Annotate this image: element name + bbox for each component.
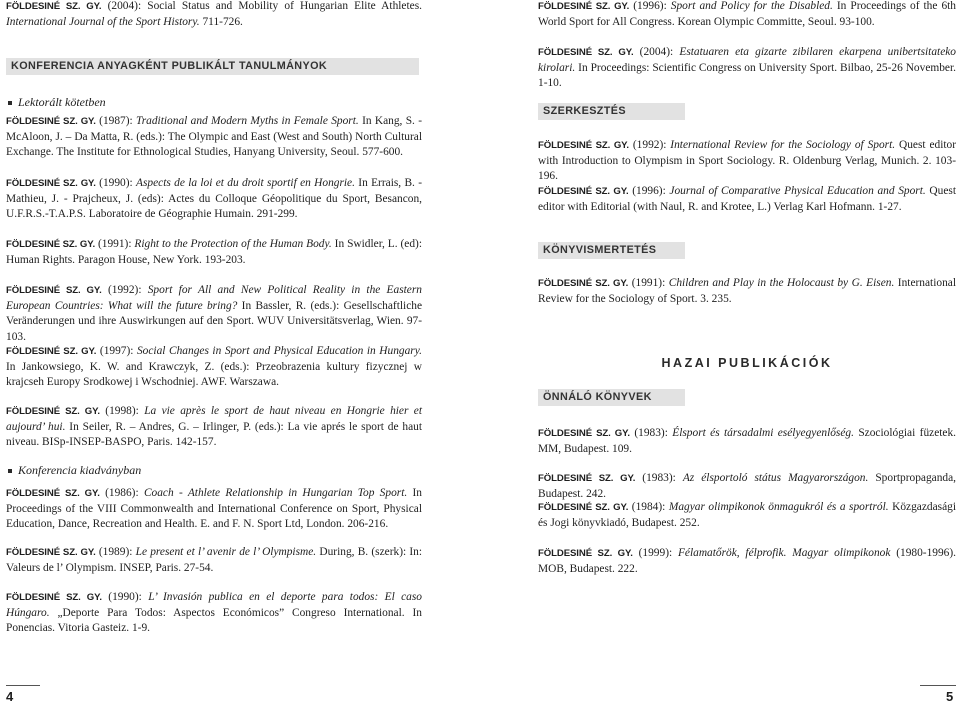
citation-rest: In Swidler, L. (ed): Human Rights. Paragon House, New York. 193-203. bbox=[6, 238, 423, 266]
citation-title: Magyar olimpikonok önmagukról és a sportról. bbox=[668, 501, 889, 513]
citation-title: Élsport és társadalmi esélyegyenlőség. bbox=[672, 427, 854, 439]
citation-rest: In Errais, B. - Mathieu, J. - Prajcheux, J. (eds): Actes du Colloque Géopolitique du Sport, Besancon, U.F.R.S.-T.A.P.S. Laboratoire de Géographie Humain. 291-299. bbox=[6, 177, 423, 220]
citation-prefix: (2004): bbox=[633, 46, 680, 58]
citation-rest: Sportpropaganda, Budapest. 242. bbox=[538, 472, 957, 500]
citation-title: Sport for All and New Political Reality in the Eastern European Countries: What will the future bring? bbox=[6, 284, 422, 312]
citation-entry bbox=[538, 276, 956, 307]
citation-prefix: (1999): bbox=[632, 547, 678, 559]
citation-author: FÖLDESINÉ SZ. GY. bbox=[6, 346, 97, 357]
citation-entry bbox=[538, 45, 956, 92]
citation-author: FÖLDESINÉ SZ. GY. bbox=[6, 239, 96, 250]
citation-title: Félamatőrök, félprofik. Magyar olimpikonok bbox=[677, 547, 891, 559]
citation-author: FÖLDESINÉ SZ. GY. bbox=[538, 278, 629, 289]
citation-author: FÖLDESINÉ SZ. GY. bbox=[6, 488, 100, 499]
citation-rest: In Bassler, R. (eds.): Gesellschaftliche Veränderungen und ihre Auswirkungen auf den Sport. WUV Universitätsverlag, Wien. 97-103. bbox=[6, 299, 422, 343]
citation-rest: (1980-1996). MOB, Budapest. 222. bbox=[538, 547, 957, 575]
citation-rest: 711-726. bbox=[199, 15, 243, 28]
citation-rest: In Kang, S. - McAloon, J. – Da Matta, R. (eds.): The Olympic and East (West and South) North Cultural Exchange. The Institute for Ethnological Studies, Hanyang University, Seoul. 577-600. bbox=[6, 115, 422, 158]
section-heading-domestic-publications: HAZAI PUBLIKÁCIÓK bbox=[661, 356, 833, 370]
citation-rest: Quest editor with Introduction to Olympism in Sport Sociology. R. Oldenburg Verlag, Munich. 2. 103-196. bbox=[538, 139, 957, 182]
citation-prefix: (1991): bbox=[95, 238, 135, 250]
citation-prefix: (1986): bbox=[99, 487, 144, 499]
citation-author: FÖLDESINÉ SZ. GY. bbox=[538, 1, 630, 12]
citation-title: Journal of Comparative Physical Education and Sport. bbox=[669, 185, 926, 197]
citation-prefix: (1990): bbox=[95, 177, 137, 189]
citation-prefix: (1983): bbox=[635, 472, 683, 484]
citation-title: Sport and Policy for the Disabled. bbox=[670, 0, 833, 12]
citation-entry bbox=[6, 176, 422, 223]
citation-title: Az élsportoló státus Magyarországon. bbox=[682, 472, 869, 484]
citation-entry bbox=[538, 0, 956, 30]
citation-prefix: (1992): bbox=[629, 139, 671, 151]
subsection-heading-reviewed bbox=[6, 95, 106, 110]
citation-rest: Quest editor with Editorial (with Naul, R. and Krotee, L.) Verlag Karl Hofmann. 1-27. bbox=[538, 185, 956, 213]
citation-rest: In Proceedings of the VIII Commonwealth and International Conference on Sport, Physical Education, Dance, Recreation and Health. E. and F. N. Sport Ltd, London. 206-216. bbox=[6, 487, 422, 530]
section-header-editing: SZERKESZTÉS bbox=[538, 103, 685, 120]
citation-title: International Journal of the Sport History. bbox=[6, 15, 200, 28]
citation-author: FÖLDESINÉ SZ. GY. bbox=[6, 1, 102, 12]
citation-title: Le present et l’ avenir de l’ Olympisme. bbox=[135, 546, 317, 558]
citation-entry bbox=[6, 114, 422, 161]
citation-prefix: (1998): bbox=[99, 405, 145, 417]
citation-prefix: (1987): bbox=[95, 115, 137, 127]
citation-prefix: (1983): bbox=[629, 427, 673, 439]
citation-rest: Szociológiai füzetek. MM, Budapest. 109. bbox=[538, 427, 957, 455]
citation-entry bbox=[538, 138, 956, 185]
page-number-rule bbox=[920, 685, 956, 686]
citation-prefix: (2004): Social Status and Mobility of Hungarian Elite Athletes. bbox=[101, 0, 422, 12]
citation-entry bbox=[6, 0, 422, 30]
citation-entry bbox=[6, 545, 422, 576]
citation-entry bbox=[538, 426, 956, 457]
citation-entry bbox=[6, 590, 422, 637]
citation-author: FÖLDESINÉ SZ. GY. bbox=[538, 502, 629, 513]
citation-entry bbox=[6, 283, 422, 345]
citation-entry bbox=[6, 237, 422, 268]
citation-prefix: (1990): bbox=[101, 591, 149, 603]
citation-entry bbox=[538, 471, 956, 502]
citation-title: International Review for the Sociology of Sport. bbox=[670, 139, 896, 151]
citation-author: FÖLDESINÉ SZ. GY. bbox=[538, 473, 636, 484]
citation-prefix: (1984): bbox=[628, 501, 669, 513]
page-number-left: 4 bbox=[6, 689, 14, 704]
section-header-book-reviews: KÖNYVISMERTETÉS bbox=[538, 242, 685, 259]
citation-entry bbox=[538, 184, 956, 215]
citation-title: Social Changes in Sport and Physical Education in Hungary. bbox=[136, 345, 422, 357]
square-bullet-icon bbox=[8, 469, 12, 473]
citation-title: Estatuaren eta gizarte zibilaren ekarpena unibertsitateko kirolari. bbox=[538, 46, 957, 74]
citation-title: Coach - Athlete Relationship in Hungarian Top Sport. bbox=[143, 487, 408, 499]
subsection-label: Lektorált kötetben bbox=[18, 95, 106, 109]
citation-rest: During, B. (szerk): In: Valeurs de l’ Olympism. INSEP, Paris. 27-54. bbox=[6, 546, 423, 574]
citation-prefix: (1992): bbox=[101, 284, 148, 296]
citation-author: FÖLDESINÉ SZ. GY. bbox=[538, 47, 634, 58]
section-header-conference: KONFERENCIA ANYAGKÉNT PUBLIKÁLT TANULMÁNYOK bbox=[6, 58, 419, 75]
citation-title: Right to the Protection of the Human Body. bbox=[134, 238, 332, 250]
page-number-rule bbox=[6, 685, 40, 686]
section-header-standalone-books: ÖNNÁLÓ KÖNYVEK bbox=[538, 389, 685, 406]
citation-rest: In Proceedings of the 6th World Sport for All Congress. Korean Olympic Committe, Seoul. 93-100. bbox=[538, 0, 956, 28]
citation-entry bbox=[6, 344, 422, 391]
citation-rest: In Proceedings: Scientific Congress on University Sport. Bilbao, 25-26 November. 1-10. bbox=[538, 61, 956, 89]
citation-prefix: (1997): bbox=[96, 345, 137, 357]
citation-rest: In Seiler, R. – Andres, G. – Irlinger, P. (eds.): La vie aprés le sport de haut niveau. BISp-INSEP-BASPO, Paris. 142-157. bbox=[6, 420, 422, 448]
citation-rest: Közgazdasági és Jogi könyvkiadó, Budapest. 252. bbox=[538, 501, 957, 529]
citation-prefix: (1989): bbox=[95, 546, 136, 558]
citation-rest: International Review for the Sociology of Sport. 3. 235. bbox=[538, 277, 956, 305]
citation-prefix: (1991): bbox=[628, 277, 669, 289]
citation-author: FÖLDESINÉ SZ. GY. bbox=[6, 406, 100, 417]
citation-author: FÖLDESINÉ SZ. GY. bbox=[538, 428, 630, 439]
citation-prefix: (1996): bbox=[628, 185, 670, 197]
citation-author: FÖLDESINÉ SZ. GY. bbox=[6, 547, 96, 558]
citation-author: FÖLDESINÉ SZ. GY. bbox=[6, 178, 96, 189]
citation-author: FÖLDESINÉ SZ. GY. bbox=[538, 186, 629, 197]
subsection-heading-proceedings bbox=[6, 463, 141, 478]
citation-rest: In Jankowsiego, K. W. and Krawczyk, Z. (eds.): Przeobrazenia kultury fizycznej w krajcseh Europy Srodkowej i Wschodniej. AWF. Warszawa. bbox=[6, 360, 422, 388]
citation-author: FÖLDESINÉ SZ. GY. bbox=[538, 140, 629, 151]
citation-rest: „Deporte Para Todos: Aspectos Económicos” Congreso International. In Ponencias. Vitoria Gasteiz. 1-9. bbox=[6, 606, 422, 634]
square-bullet-icon bbox=[8, 101, 12, 105]
citation-prefix: (1996): bbox=[629, 0, 671, 12]
citation-title: L’ Invasión publica en el deporte para todos: El caso Húngaro. bbox=[6, 591, 422, 619]
citation-entry bbox=[538, 546, 956, 577]
citation-author: FÖLDESINÉ SZ. GY. bbox=[538, 548, 633, 559]
page-number-right: 5 bbox=[946, 689, 954, 704]
citation-author: FÖLDESINÉ SZ. GY. bbox=[6, 285, 102, 296]
citation-title: Aspects de la loi et du droit sportif en Hongrie. bbox=[136, 177, 355, 189]
citation-title: Children and Play in the Holocaust by G. Eisen. bbox=[668, 277, 895, 289]
citation-entry bbox=[6, 486, 422, 533]
citation-author: FÖLDESINÉ SZ. GY. bbox=[6, 592, 102, 603]
citation-entry bbox=[6, 404, 422, 451]
citation-title: Traditional and Modern Myths in Female Sport. bbox=[136, 115, 359, 127]
citation-entry bbox=[538, 500, 956, 531]
subsection-label: Konferencia kiadványban bbox=[18, 463, 142, 477]
citation-title: La vie après le sport de haut niveau en Hongrie hier et aujourd’ hui. bbox=[6, 405, 423, 433]
citation-author: FÖLDESINÉ SZ. GY. bbox=[6, 116, 96, 127]
